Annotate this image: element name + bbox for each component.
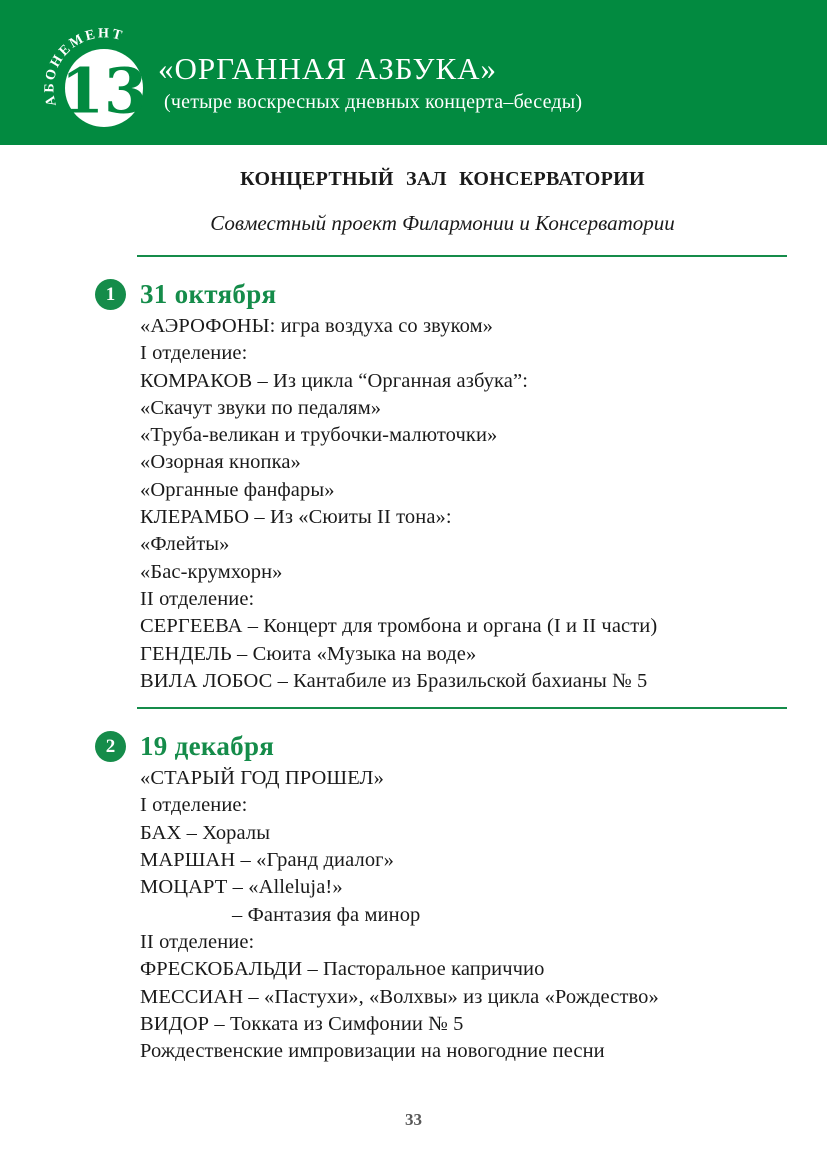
concert-header [95, 279, 790, 310]
program-line: ВИЛА ЛОБОС – Кантабиле из Бразильской бахианы № 5 [140, 669, 648, 692]
program-line: II отделение: [140, 587, 255, 610]
program-line: Рождественские импровизации на новогодние песни [140, 1040, 605, 1063]
program-line: МОЦАРТ – «Alleluja!» [140, 876, 343, 899]
concert-number: 1 [105, 283, 116, 305]
program-line: – Фантазия фа минор [232, 903, 421, 926]
venue-subtitle: Совместный проект Филармонии и Консерватории [210, 211, 675, 235]
concert-date: 19 декабря [140, 731, 275, 762]
series-subtitle: (четыре воскресных дневных концерта–беседы) [164, 91, 583, 113]
program-line: СЕРГЕЕВА – Концерт для тромбона и органа (I и II части) [140, 615, 658, 638]
concert-program [95, 313, 790, 695]
program-line: МАРШАН – «Гранд диалог» [140, 849, 395, 872]
header-titles [158, 52, 582, 114]
concert-section [95, 279, 790, 695]
program-line: БАХ – Хоралы [140, 821, 271, 844]
section-divider [137, 255, 787, 257]
section-divider [137, 707, 787, 709]
program-line: МЕССИАН – «Пастухи», «Волхвы» из цикла «Рождество» [140, 985, 659, 1008]
concert-section [95, 731, 790, 1065]
program-line: «Флейты» [140, 533, 230, 556]
program-line: КОМРАКОВ – Из цикла “Органная азбука”: [140, 369, 528, 392]
program-line: II отделение: [140, 930, 255, 953]
program-line: ГЕНДЕЛЬ – Сюита «Музыка на воде» [140, 642, 477, 665]
program-line: «Озорная кнопка» [140, 451, 301, 474]
badge-arc-label: АБОНЕМЕНТ [42, 26, 126, 108]
concerts [95, 255, 790, 1065]
program-line: ВИДОР – Токката из Симфонии № 5 [140, 1012, 464, 1035]
concert-number-badge [95, 279, 126, 310]
program-line: «АЭРОФОНЫ: игра воздуха со звуком» [140, 315, 493, 337]
series-title: «ОРГАННАЯ АЗБУКА» [158, 51, 498, 86]
program-line: I отделение: [140, 794, 248, 817]
venue-title: КОНЦЕРТНЫЙ ЗАЛ КОНСЕРВАТОРИИ [240, 168, 645, 190]
concert-number-badge [95, 731, 126, 762]
concert-date: 31 октября [140, 279, 277, 309]
program-line: «Органные фанфары» [140, 478, 335, 501]
concert-number: 2 [105, 735, 116, 757]
program-line: КЛЕРАМБО – Из «Сюиты II тона»: [140, 506, 452, 529]
program-line: «Труба-великан и трубочки-малюточки» [140, 424, 498, 447]
program-line: «Скачут звуки по педалям» [140, 396, 382, 419]
concert-header [95, 731, 790, 762]
program-line: ФРЕСКОБАЛЬДИ – Пасторальное каприччио [140, 958, 545, 981]
program-line: «Бас-крумхорн» [140, 560, 283, 583]
badge-number: 13 [60, 54, 148, 128]
concert-program [95, 765, 790, 1065]
page-number: 33 [405, 1110, 422, 1129]
program-line: «СТАРЫЙ ГОД ПРОШЕЛ» [140, 767, 384, 790]
header-band [0, 0, 827, 145]
program-line: I отделение: [140, 342, 248, 365]
